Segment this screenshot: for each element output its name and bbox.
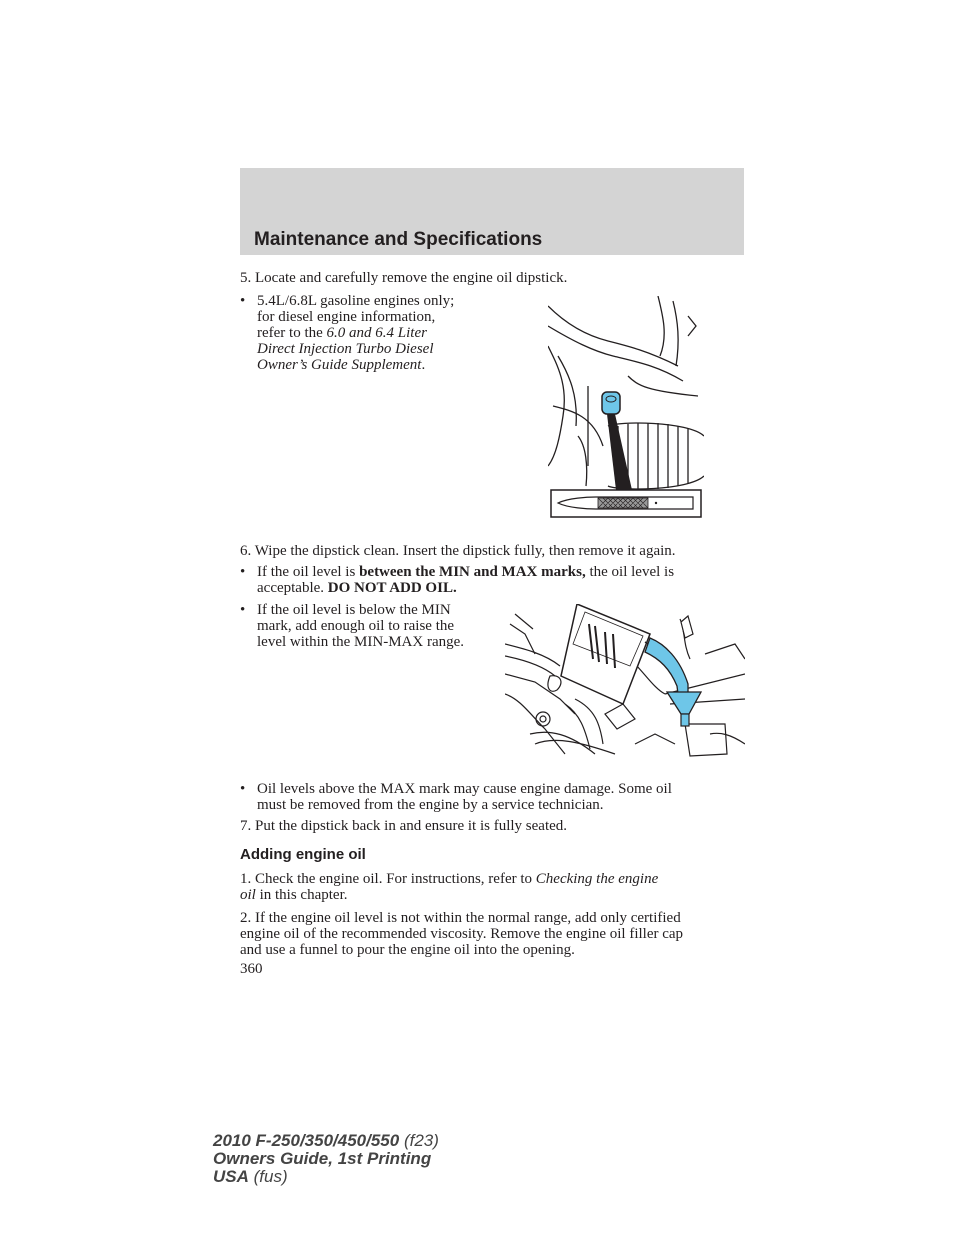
step-5: 5. Locate and carefully remove the engine oil dipstick. [240,270,568,286]
step-6: 6. Wipe the dipstick clean. Insert the dipstick fully, then remove it again. [240,543,676,559]
dipstick-illustration [548,296,704,520]
adding-step-2: 2. If the engine oil level is not within the normal range, add only certified engine oil of the recommended viscosity. Remove the engine oil filler cap and use a funnel to pour the engine oil into the opening. [240,910,684,958]
oil-pouring-illustration [505,604,745,760]
adding-oil-heading: Adding engine oil [240,846,366,863]
bullet-dot: • [240,293,246,309]
adding-step-1: 1. Check the engine oil. For instructions, refer to Checking the engine oil in this chapter. [240,871,659,903]
section-title: Maintenance and Specifications [254,229,543,250]
document-footer: 2010 F-250/350/450/550 (f23) Owners Guide, 1st Printing USA (fus) [213,1131,439,1186]
section-header [240,168,744,255]
step-7: 7. Put the dipstick back in and ensure it is fully seated. [240,818,568,834]
page-number: 360 [240,961,263,977]
